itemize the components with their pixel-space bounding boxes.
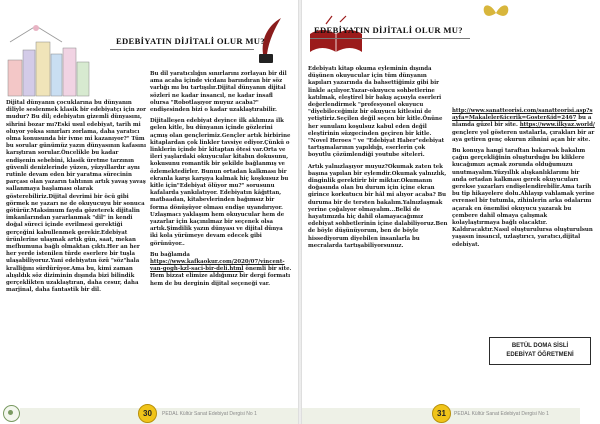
title-underline [310, 38, 470, 39]
journal-seal-icon [3, 405, 20, 422]
footer-text: PEDAL Kültür Sanat Edebiyat Dergisi No 1 [454, 411, 549, 417]
book-stack-icon [6, 20, 98, 98]
paragraph: Bu bağlamda https://www.kafkaokur.com/2020/07/vincent-van-gogh-kzl-saci-bir-deli.html önemli bir site. Hem bizzat elimize aldığımız bir dergi formatı hem de bu derginin dijital seçeneği var. [150, 251, 292, 287]
left-page [0, 0, 298, 424]
paragraph: http://www.sanatteorisi.com/sanatteorisi.asp?sayfa=Makaleler&icerik=Goster&id=2467 bu anlamda güzel bir site. https://www.ilkyaz.world/ gençlere yol gösteren ustalarla, çırakları bir araya getiren genç okurun zihnini açan bir site. [452, 108, 595, 143]
paragraph: Dijital dünyanın çocuklarına bu dünyanın diliyle seslenmek klasik bir edebiyatçı için zor mudur? Bu dil; edebiyatın gizemli dünyasını, sihrini bozar mı?Eski usul edebiyat, tarih mi oluyor yoksa sınırları zorlama, daha yaratıcı olma konusunda bir ivme mi kazanıyor?" Tüm bu sorular günümüz yazın dünyasının kafasını karıştıran sorular.Öncelikle bu kadar endişenin sebebini, klasik üretme tarzının güvenli denizlerinde yüzen, yüzyıllardır aynı rutinle devam eden bir yaratma sürecinin parçası olan yazarın tahtının artık yavaş yavaş sallanmaya başlaması olarak gösterebiliriz.Dijital devrimi bir öcü gibi görmek ne yazarı ne de okuyucuyu bir sonuca götürür.Maksimum fayda gözeterek dijitalin imkanlarından yararlanmak "dil" in kendi doğal süreci içinde evrilmesi gerektiği gerçeğini kabullenmek gerekir.Edebiyat ürünlerine ulaşmak artık gün, saat, mekan mefhumuna bağlı olmaktan çıktı.Her an her her yerde istenilen türde eserlere bir tuşla ulaşabiliyoruz.Yani edebiyatın özü "söz"hala kralliğını sürdürüyor.Ama bu, kimi zaman alışıldık söz diziminin dışında bizi bilindik gerçeklikten uzaklaştıran, daha cesur, daha marjinal, daha fantastik bir dil. [6, 100, 146, 294]
footer-text: PEDAL Kültür Sanat Edebiyat Dergisi No 1 [162, 411, 257, 417]
right-column-1 [308, 66, 448, 254]
right-column-2 [452, 108, 595, 253]
paragraph: Bu dil yaratıcılığın sınırlarını zorlayan bir dil ama acaba içinde vicdanı barındıran bir söz varlığı mı bu tartışılır.Dijital dünyanın dijital sözleri ne kadar insancıl, ne kadar insafl olursa "Robotlaşıyor muyuz acaba?" endişesinden bizi o kadar uzaklaştırabilir. [150, 71, 287, 114]
left-column-1 [6, 100, 146, 298]
page-number: 31 [432, 404, 451, 423]
author-title: EDEBİYAT ÖĞRETMENİ [506, 352, 574, 358]
paragraph: Edebiyatı kitap okuma eyleminin dışında düşünen okuyucular için tüm dünyanın kapıları yazarında da bahsettiğimiz gibi bir linkle açılıyor.Yazar-okuyucu sohbetlerine katılmak, eleştirel bir bakış açısıyla eserleri değerlendirmek "profesyonel okuyucu "diyebileceğimiz bir okuyucu kitlesini de yetiştiriz.Seçilen değil seçen bir kitle.Önüne her sunulanı koşulsuz kabul eden değil eleştirinin süzgecinden geçiren bir kitle. "Novel Heroes " ve "Edebiyat Haber"edebiyat tartışmalarının yapıldığı, eserlerin çok boyutlu çözümlendiği youtube siteleri. [308, 66, 445, 159]
title-underline [110, 49, 254, 50]
author-name: BETÜL DOMA SİSLİ [511, 343, 569, 349]
paragraph: Artık yalnızlaşıyor muyuz?Okumak zaten tek başına yapılan bir eylemdir.Okumak yalnızlık, dinginlik gerektirir bir miktar.Okumanın doğasında olan bu durum için içine ekran girince korkutucu bir hâl mi alıyor acaba? Bu duruma bir de tersten bakalım.Yalnızlaşmak yerine çoğalıyor olmayalım...Belki de hayatımızda hiç dahil olamayacağımız edebiyat sohbetlerinin içine dalabiliyoruz.Ben de böyle düşünüyorum, ben de böyle hissediyorum diyebilen insanlarla bu mecralarda tartışabiliyorsunuz. [308, 163, 448, 249]
paragraph: Bu konuya hangi taraftan bakarsak bakalım çağın gerçekliğinin oluşturduğu bu kliklere kucağımızı açmak zorunda olduğumuzu unutmayalım.Yüzyıllık alışkanlıklarımı bir anda ortadan kalkması gerek okuyucuları gerekse yazarları endişelendirebilir.Ama tarih bu tip hikayelere dolu.Ahlayıp vahlamak yerine evrensel bir tutumla, zihinlerin arka odalarını açarak en önemlisi okuyucu yazarak bu çembere dahil olmaya çalışmak kolaylaştırmaya bağlı olacaktır. Kaldıracaktır.Nasıl oluşturulursa oluşturulsun yaşasın insancıl, uzlaştırıcı, yaratıcı,dijital edebiyat. [452, 148, 595, 248]
sanatteorisi-link[interactable]: http://www.sanatteorisi.com/sanatteorisi.asp?sayfa=Makaleler&icerik=Goster&id=2467 [452, 108, 593, 122]
paragraph: Dijitalleşen edebiyat deyince ilk aklımıza ilk gelen kitle, bu dünyanın içinde gözlerini açmış olan gençlerimiz.Gençler artık birbirine kitaplardan çok linkler tavsiye ediyor.Çünkü o linklerin içinde bir kitaptan ötesi var.Orta ve ileri yaşlardaki okuyucular kitabın dokusunu, kokusunu romantik bir şekilde bağlanmış ve özlemektedirler. Bunun ortadan kalkması bir ekranla karşı karşıya kalmak hiç koşkusuz bu kitle için"Edebiyat ölüyor mu?" sorusunu kafalarda yankılatıyor. Edebiyatın kâğıttan, matbaadan, kitabevlerinden bağımsız bir forma dönüşüyor olması endişe uyandırıyor. Uzlaşmacı yaklaşım hem okuyucular hem de yazarlar için kaçınılmaz bir seçenek olsa artık.Şimdilik yazın dünyası ve dijital dünya iki kola yürümeye devam edecek gibi görünüyor.. [150, 118, 291, 247]
author-box [489, 337, 591, 365]
page-number: 30 [138, 404, 157, 423]
kafkaokur-link[interactable]: https://www.kafkaokur.com/2020/07/vincent-van-gogh-kzl-saci-bir-deli.html [150, 259, 285, 273]
butterfly-icon [482, 2, 510, 24]
left-column-2 [150, 71, 292, 292]
page-title: EDEBİYATIN DİJİTALİ OLUR MU? [314, 25, 463, 35]
ilkyaz-link[interactable]: https://www.ilkyaz.world/ [519, 122, 595, 129]
open-book-icon [308, 14, 364, 56]
page-title: EDEBİYATIN DİJİTALİ OLUR MU? [116, 36, 265, 46]
